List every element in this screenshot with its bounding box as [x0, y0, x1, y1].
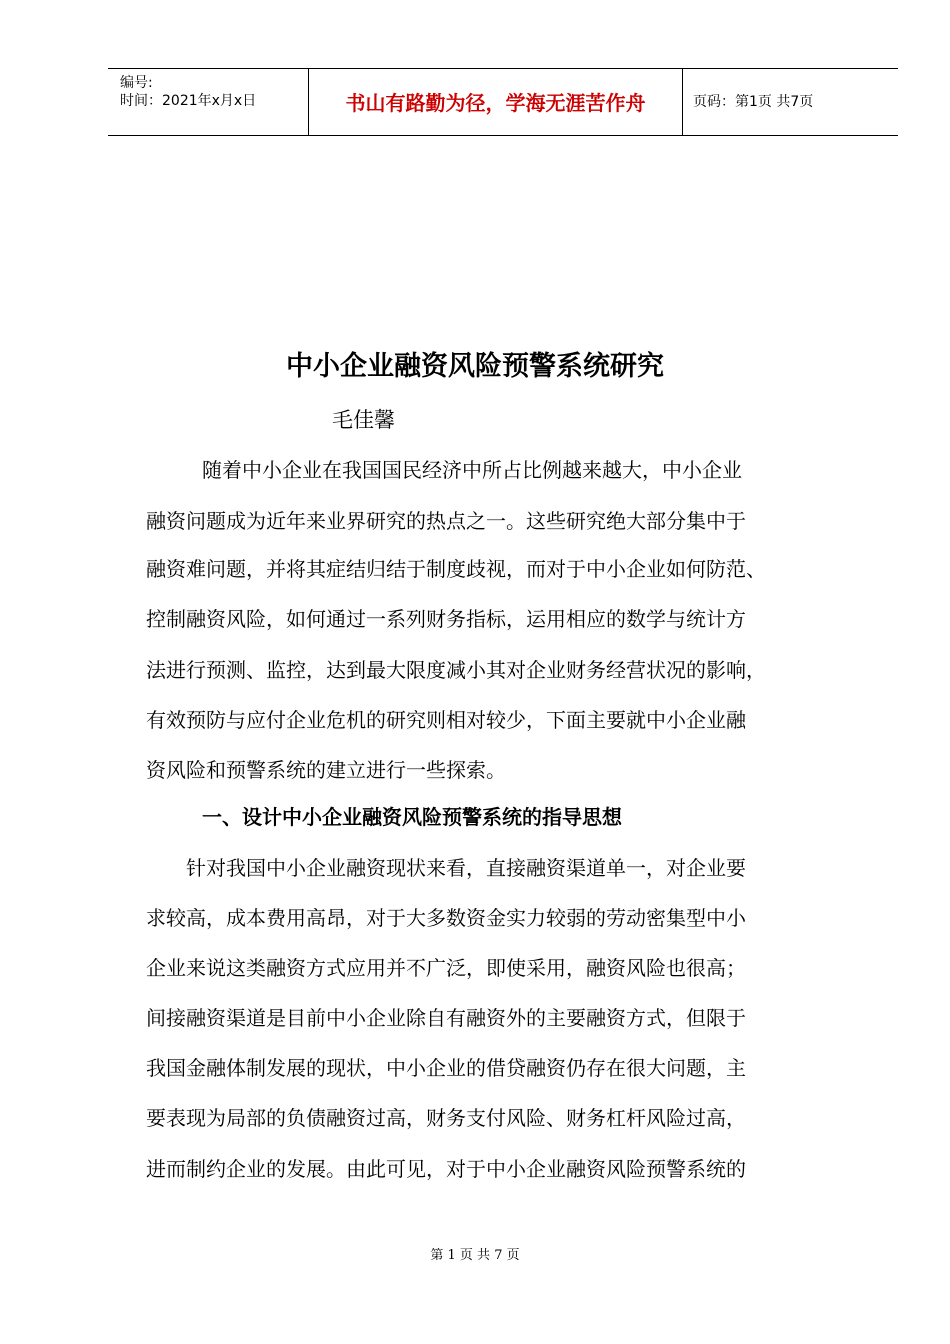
paragraph-line: 间接融资渠道是目前中小企业除自有融资外的主要融资方式，但限于 [146, 1006, 746, 1030]
paragraph-line: 融资难问题，并将其症结归结于制度歧视，而对于中小企业如何防范、 [146, 557, 766, 581]
paragraph-line: 随着中小企业在我国国民经济中所占比例越来越大，中小企业 [202, 458, 742, 482]
paragraph-line: 我国金融体制发展的现状，中小企业的借贷融资仍存在很大问题，主 [146, 1056, 746, 1080]
page-info: 页码：第1页 共7页 [693, 94, 814, 110]
article-title: 中小企业融资风险预警系统研究 [286, 351, 664, 382]
paragraph-line: 求较高，成本费用高昂，对于大多数资金实力较弱的劳动密集型中小 [146, 906, 746, 930]
header-motto-cell [309, 69, 683, 135]
number-label: 编号: [120, 75, 153, 91]
paragraph-line: 有效预防与应付企业危机的研究则相对较少，下面主要就中小企业融 [146, 708, 746, 732]
header-meta-cell [108, 69, 309, 135]
paragraph-line: 针对我国中小企业融资现状来看，直接融资渠道单一，对企业要 [186, 856, 746, 880]
paragraph-line: 法进行预测、监控，达到最大限度减小其对企业财务经营状况的影响， [146, 658, 766, 682]
header-page-cell [683, 69, 898, 135]
time-label: 时间：2021年x月x日 [120, 93, 257, 109]
article-author: 毛佳馨 [332, 408, 395, 432]
paragraph-line: 要表现为局部的负债融资过高，财务支付风险、财务杠杆风险过高， [146, 1106, 746, 1130]
paragraph-line: 控制融资风险，如何通过一系列财务指标，运用相应的数学与统计方 [146, 607, 746, 631]
motto-text: 书山有路勤为径，学海无涯苦作舟 [345, 91, 646, 115]
paragraph-line: 进而制约企业的发展。由此可见，对于中小企业融资风险预警系统的 [146, 1157, 746, 1181]
section-heading: 一、设计中小企业融资风险预警系统的指导思想 [202, 805, 622, 829]
paragraph-line: 融资问题成为近年来业界研究的热点之一。这些研究绝大部分集中于 [146, 509, 746, 533]
paragraph-line: 企业来说这类融资方式应用并不广泛，即使采用，融资风险也很高； [146, 956, 746, 980]
page-footer: 第 1 页 共 7 页 [430, 1248, 520, 1263]
document-header [108, 68, 898, 136]
paragraph-line: 资风险和预警系统的建立进行一些探索。 [146, 758, 506, 782]
